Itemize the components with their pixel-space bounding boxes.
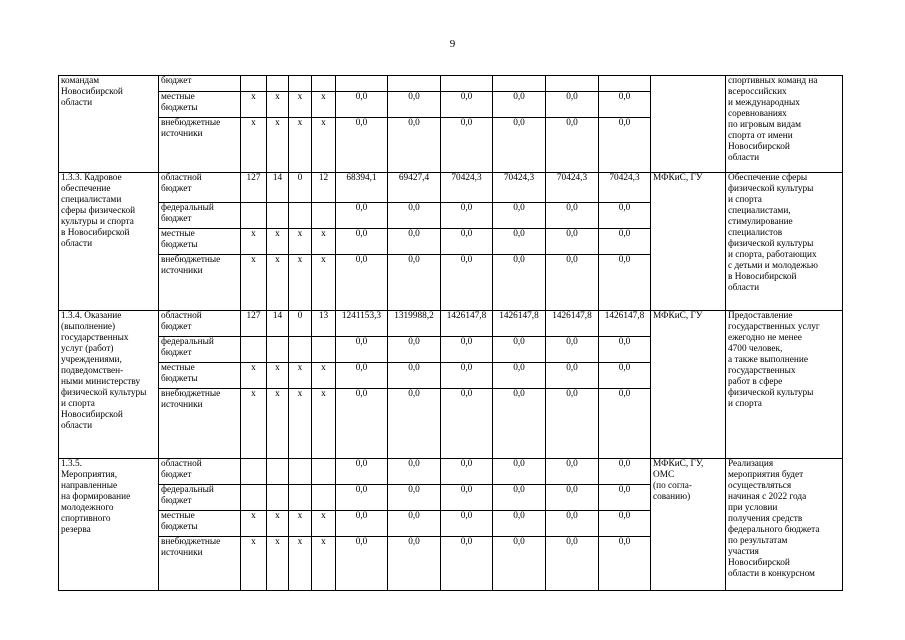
budget-code-cell: х bbox=[312, 118, 336, 173]
budget-code-cell bbox=[312, 76, 336, 92]
amount-cell: 0,0 bbox=[336, 511, 388, 537]
page-number: 9 bbox=[449, 38, 456, 50]
funding-source-cell: областной бюджет bbox=[159, 459, 241, 485]
amount-cell: 0,0 bbox=[388, 537, 441, 591]
budget-code-cell: х bbox=[241, 389, 267, 459]
amount-cell: 0,0 bbox=[546, 118, 599, 173]
budget-code-cell: х bbox=[267, 229, 289, 255]
amount-cell: 0,0 bbox=[493, 118, 546, 173]
executor-cell: МФКиС, ГУ, ОМС (по согла- сованию) bbox=[651, 459, 726, 591]
budget-code-cell: 12 bbox=[312, 173, 336, 203]
budget-code-cell: х bbox=[312, 389, 336, 459]
funding-source-cell: местные бюджеты bbox=[159, 229, 241, 255]
amount-cell: 0,0 bbox=[599, 389, 651, 459]
amount-cell: 0,0 bbox=[493, 255, 546, 311]
amount-cell: 0,0 bbox=[546, 389, 599, 459]
budget-code-cell: 14 bbox=[267, 173, 289, 203]
expected-result-cell: Реализация мероприятия будет осуществляться начиная с 2022 года при условии получения средств федерального бюджета по результатам участия Новосибирской области в конкурсном bbox=[726, 459, 843, 591]
amount-cell: 0,0 bbox=[599, 485, 651, 511]
amount-cell: 0,0 bbox=[441, 363, 493, 389]
amount-cell: 0,0 bbox=[336, 229, 388, 255]
budget-code-cell bbox=[241, 203, 267, 229]
amount-cell: 0,0 bbox=[546, 537, 599, 591]
amount-cell: 0,0 bbox=[441, 389, 493, 459]
table-row bbox=[59, 311, 843, 337]
amount-cell: 68394,1 bbox=[336, 173, 388, 203]
amount-cell: 0,0 bbox=[388, 229, 441, 255]
amount-cell: 0,0 bbox=[546, 363, 599, 389]
budget-code-cell bbox=[312, 203, 336, 229]
amount-cell: 0,0 bbox=[599, 92, 651, 118]
budget-code-cell: х bbox=[289, 511, 312, 537]
amount-cell bbox=[546, 76, 599, 92]
budget-code-cell: х bbox=[312, 363, 336, 389]
budget-code-cell: 127 bbox=[241, 311, 267, 337]
amount-cell: 0,0 bbox=[336, 389, 388, 459]
amount-cell: 0,0 bbox=[441, 255, 493, 311]
amount-cell: 1319988,2 bbox=[388, 311, 441, 337]
funding-source-cell: бюджет bbox=[159, 76, 241, 92]
amount-cell: 0,0 bbox=[493, 337, 546, 363]
budget-code-cell: х bbox=[241, 537, 267, 591]
amount-cell: 0,0 bbox=[546, 255, 599, 311]
amount-cell: 0,0 bbox=[336, 255, 388, 311]
funding-source-cell: внебюджетные источники bbox=[159, 255, 241, 311]
executor-cell bbox=[651, 76, 726, 173]
amount-cell: 0,0 bbox=[546, 485, 599, 511]
table-row bbox=[59, 173, 843, 203]
amount-cell: 0,0 bbox=[388, 118, 441, 173]
budget-code-cell: х bbox=[312, 92, 336, 118]
budget-code-cell: х bbox=[267, 92, 289, 118]
budget-code-cell bbox=[267, 459, 289, 485]
amount-cell: 0,0 bbox=[388, 511, 441, 537]
amount-cell bbox=[388, 76, 441, 92]
table-row bbox=[59, 76, 843, 92]
amount-cell bbox=[599, 76, 651, 92]
budget-code-cell: х bbox=[241, 118, 267, 173]
amount-cell bbox=[441, 76, 493, 92]
budget-code-cell: х bbox=[289, 92, 312, 118]
expected-result-cell: спортивных команд на всероссийских и международных соревнованиях по игровым видам спорта от имени Новосибирской области bbox=[726, 76, 843, 173]
event-name-cell: 1.3.4. Оказание (выполнение) государственных услуг (работ) учреждениями, подведомствен- ными министерству физической культуры и спорта Новосибирской области bbox=[59, 311, 159, 459]
amount-cell: 0,0 bbox=[336, 92, 388, 118]
amount-cell: 0,0 bbox=[599, 511, 651, 537]
budget-code-cell bbox=[312, 459, 336, 485]
budget-code-cell: х bbox=[312, 537, 336, 591]
amount-cell: 0,0 bbox=[388, 255, 441, 311]
amount-cell: 0,0 bbox=[388, 459, 441, 485]
budget-code-cell: х bbox=[241, 255, 267, 311]
budget-code-cell bbox=[289, 485, 312, 511]
amount-cell: 0,0 bbox=[599, 363, 651, 389]
budget-code-cell: х bbox=[289, 229, 312, 255]
funding-source-cell: местные бюджеты bbox=[159, 92, 241, 118]
funding-source-cell: внебюджетные источники bbox=[159, 389, 241, 459]
amount-cell: 0,0 bbox=[599, 118, 651, 173]
amount-cell: 0,0 bbox=[388, 203, 441, 229]
amount-cell bbox=[336, 76, 388, 92]
amount-cell: 1426147,8 bbox=[441, 311, 493, 337]
budget-code-cell: х bbox=[289, 118, 312, 173]
amount-cell: 70424,3 bbox=[493, 173, 546, 203]
budget-code-cell: х bbox=[312, 255, 336, 311]
funding-source-cell: внебюджетные источники bbox=[159, 118, 241, 173]
table-row bbox=[59, 459, 843, 485]
budget-code-cell: х bbox=[289, 363, 312, 389]
amount-cell: 0,0 bbox=[336, 118, 388, 173]
budget-code-cell: 127 bbox=[241, 173, 267, 203]
amount-cell: 0,0 bbox=[493, 92, 546, 118]
amount-cell: 0,0 bbox=[441, 511, 493, 537]
amount-cell: 0,0 bbox=[493, 229, 546, 255]
amount-cell: 0,0 bbox=[336, 537, 388, 591]
budget-code-cell: 0 bbox=[289, 311, 312, 337]
budget-code-cell bbox=[289, 337, 312, 363]
funding-source-cell: федеральный бюджет bbox=[159, 203, 241, 229]
amount-cell: 70424,3 bbox=[441, 173, 493, 203]
budget-code-cell bbox=[289, 203, 312, 229]
amount-cell: 0,0 bbox=[546, 459, 599, 485]
budget-code-cell bbox=[267, 485, 289, 511]
amount-cell: 0,0 bbox=[441, 485, 493, 511]
event-name-cell: 1.3.5. Мероприятия, направленные на формирование молодежного спортивного резерва bbox=[59, 459, 159, 591]
budget-code-cell: х bbox=[241, 92, 267, 118]
expected-result-cell: Предоставление государственных услуг ежегодно не менее 4700 человек, а также выполнение государственных работ в сфере физической культуры и спорта bbox=[726, 311, 843, 459]
amount-cell: 0,0 bbox=[599, 203, 651, 229]
budget-code-cell: 13 bbox=[312, 311, 336, 337]
amount-cell: 70424,3 bbox=[599, 173, 651, 203]
amount-cell: 0,0 bbox=[493, 485, 546, 511]
budget-code-cell: х bbox=[267, 537, 289, 591]
funding-source-cell: внебюджетные источники bbox=[159, 537, 241, 591]
budget-code-cell: х bbox=[241, 511, 267, 537]
amount-cell: 0,0 bbox=[336, 203, 388, 229]
program-table bbox=[58, 75, 843, 591]
amount-cell: 0,0 bbox=[546, 337, 599, 363]
budget-code-cell: х bbox=[267, 389, 289, 459]
amount-cell: 69427,4 bbox=[388, 173, 441, 203]
funding-source-cell: федеральный бюджет bbox=[159, 337, 241, 363]
amount-cell: 0,0 bbox=[441, 92, 493, 118]
funding-source-cell: местные бюджеты bbox=[159, 363, 241, 389]
budget-code-cell bbox=[289, 76, 312, 92]
budget-code-cell: х bbox=[267, 511, 289, 537]
amount-cell: 0,0 bbox=[441, 537, 493, 591]
budget-code-cell: х bbox=[312, 511, 336, 537]
budget-code-cell: 14 bbox=[267, 311, 289, 337]
budget-code-cell bbox=[267, 76, 289, 92]
amount-cell: 0,0 bbox=[493, 363, 546, 389]
budget-code-cell: х bbox=[289, 537, 312, 591]
funding-source-cell: областной бюджет bbox=[159, 311, 241, 337]
budget-code-cell bbox=[312, 337, 336, 363]
budget-code-cell bbox=[241, 76, 267, 92]
budget-code-cell: х bbox=[241, 229, 267, 255]
amount-cell: 0,0 bbox=[441, 203, 493, 229]
amount-cell: 0,0 bbox=[336, 363, 388, 389]
amount-cell: 1426147,8 bbox=[546, 311, 599, 337]
expected-result-cell: Обеспечение сферы физической культуры и спорта специалистами, стимулирование специалистов физической культуры и спорта, работающих с детьми и молодежью в Новосибирской области bbox=[726, 173, 843, 311]
funding-source-cell: областной бюджет bbox=[159, 173, 241, 203]
budget-code-cell: х bbox=[267, 363, 289, 389]
budget-code-cell bbox=[312, 485, 336, 511]
event-name-cell: 1.3.3. Кадровое обеспечение специалистами сферы физической культуры и спорта в Новосибирской области bbox=[59, 173, 159, 311]
budget-code-cell bbox=[241, 459, 267, 485]
amount-cell: 0,0 bbox=[388, 389, 441, 459]
budget-code-cell: х bbox=[267, 255, 289, 311]
amount-cell: 0,0 bbox=[493, 203, 546, 229]
amount-cell: 0,0 bbox=[388, 337, 441, 363]
amount-cell: 0,0 bbox=[388, 363, 441, 389]
amount-cell bbox=[493, 76, 546, 92]
budget-code-cell bbox=[289, 459, 312, 485]
budget-code-cell: х bbox=[267, 118, 289, 173]
amount-cell: 0,0 bbox=[546, 92, 599, 118]
funding-source-cell: федеральный бюджет bbox=[159, 485, 241, 511]
amount-cell: 0,0 bbox=[441, 118, 493, 173]
budget-code-cell bbox=[241, 337, 267, 363]
budget-code-cell bbox=[267, 337, 289, 363]
amount-cell: 0,0 bbox=[493, 511, 546, 537]
amount-cell: 0,0 bbox=[441, 459, 493, 485]
budget-code-cell bbox=[241, 485, 267, 511]
amount-cell: 0,0 bbox=[388, 485, 441, 511]
amount-cell: 70424,3 bbox=[546, 173, 599, 203]
executor-cell: МФКиС, ГУ bbox=[651, 173, 726, 311]
budget-code-cell bbox=[267, 203, 289, 229]
funding-source-cell: местные бюджеты bbox=[159, 511, 241, 537]
amount-cell: 1426147,8 bbox=[599, 311, 651, 337]
amount-cell: 0,0 bbox=[493, 389, 546, 459]
amount-cell: 0,0 bbox=[599, 255, 651, 311]
amount-cell: 0,0 bbox=[599, 459, 651, 485]
amount-cell: 1426147,8 bbox=[493, 311, 546, 337]
amount-cell: 1241153,3 bbox=[336, 311, 388, 337]
amount-cell: 0,0 bbox=[388, 92, 441, 118]
budget-code-cell: х bbox=[241, 363, 267, 389]
amount-cell: 0,0 bbox=[493, 459, 546, 485]
amount-cell: 0,0 bbox=[546, 511, 599, 537]
amount-cell: 0,0 bbox=[493, 537, 546, 591]
executor-cell: МФКиС, ГУ bbox=[651, 311, 726, 459]
amount-cell: 0,0 bbox=[599, 537, 651, 591]
event-name-cell: командам Новосибирской области bbox=[59, 76, 159, 173]
budget-code-cell: 0 bbox=[289, 173, 312, 203]
amount-cell: 0,0 bbox=[441, 337, 493, 363]
amount-cell: 0,0 bbox=[546, 203, 599, 229]
budget-code-cell: х bbox=[289, 255, 312, 311]
amount-cell: 0,0 bbox=[599, 229, 651, 255]
amount-cell: 0,0 bbox=[336, 485, 388, 511]
amount-cell: 0,0 bbox=[441, 229, 493, 255]
amount-cell: 0,0 bbox=[546, 229, 599, 255]
budget-code-cell: х bbox=[312, 229, 336, 255]
amount-cell: 0,0 bbox=[599, 337, 651, 363]
amount-cell: 0,0 bbox=[336, 459, 388, 485]
amount-cell: 0,0 bbox=[336, 337, 388, 363]
budget-code-cell: х bbox=[289, 389, 312, 459]
